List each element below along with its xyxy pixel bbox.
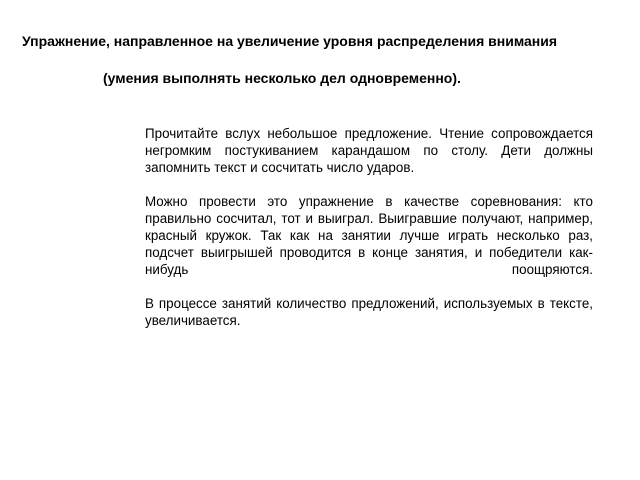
page-title: Упражнение, направленное на увеличение уровня распределения внимания	[22, 33, 558, 49]
paragraph-1: Прочитайте вслух небольшое предложение. Чтение сопровождается негромким постукиванием карандашом по столу. Дети должны запомнить текст и сосчитать число ударов.	[145, 126, 593, 175]
paragraph-3: В процессе занятий количество предложений, используемых в тексте, увеличивается.	[145, 296, 593, 328]
instructions-text	[145, 125, 593, 346]
page-subtitle: (умения выполнять несколько дел одновременно).	[103, 70, 461, 86]
paragraph-2: Можно провести это упражнение в качестве соревнования: кто правильно сосчитал, тот и выиграл. Выигравшие получают, например, красный кружок. Так как на занятии лучше играть несколько раз, подсчет выигрышей проводится в конце занятия, и победители как-нибудь поощряются.	[145, 194, 593, 277]
